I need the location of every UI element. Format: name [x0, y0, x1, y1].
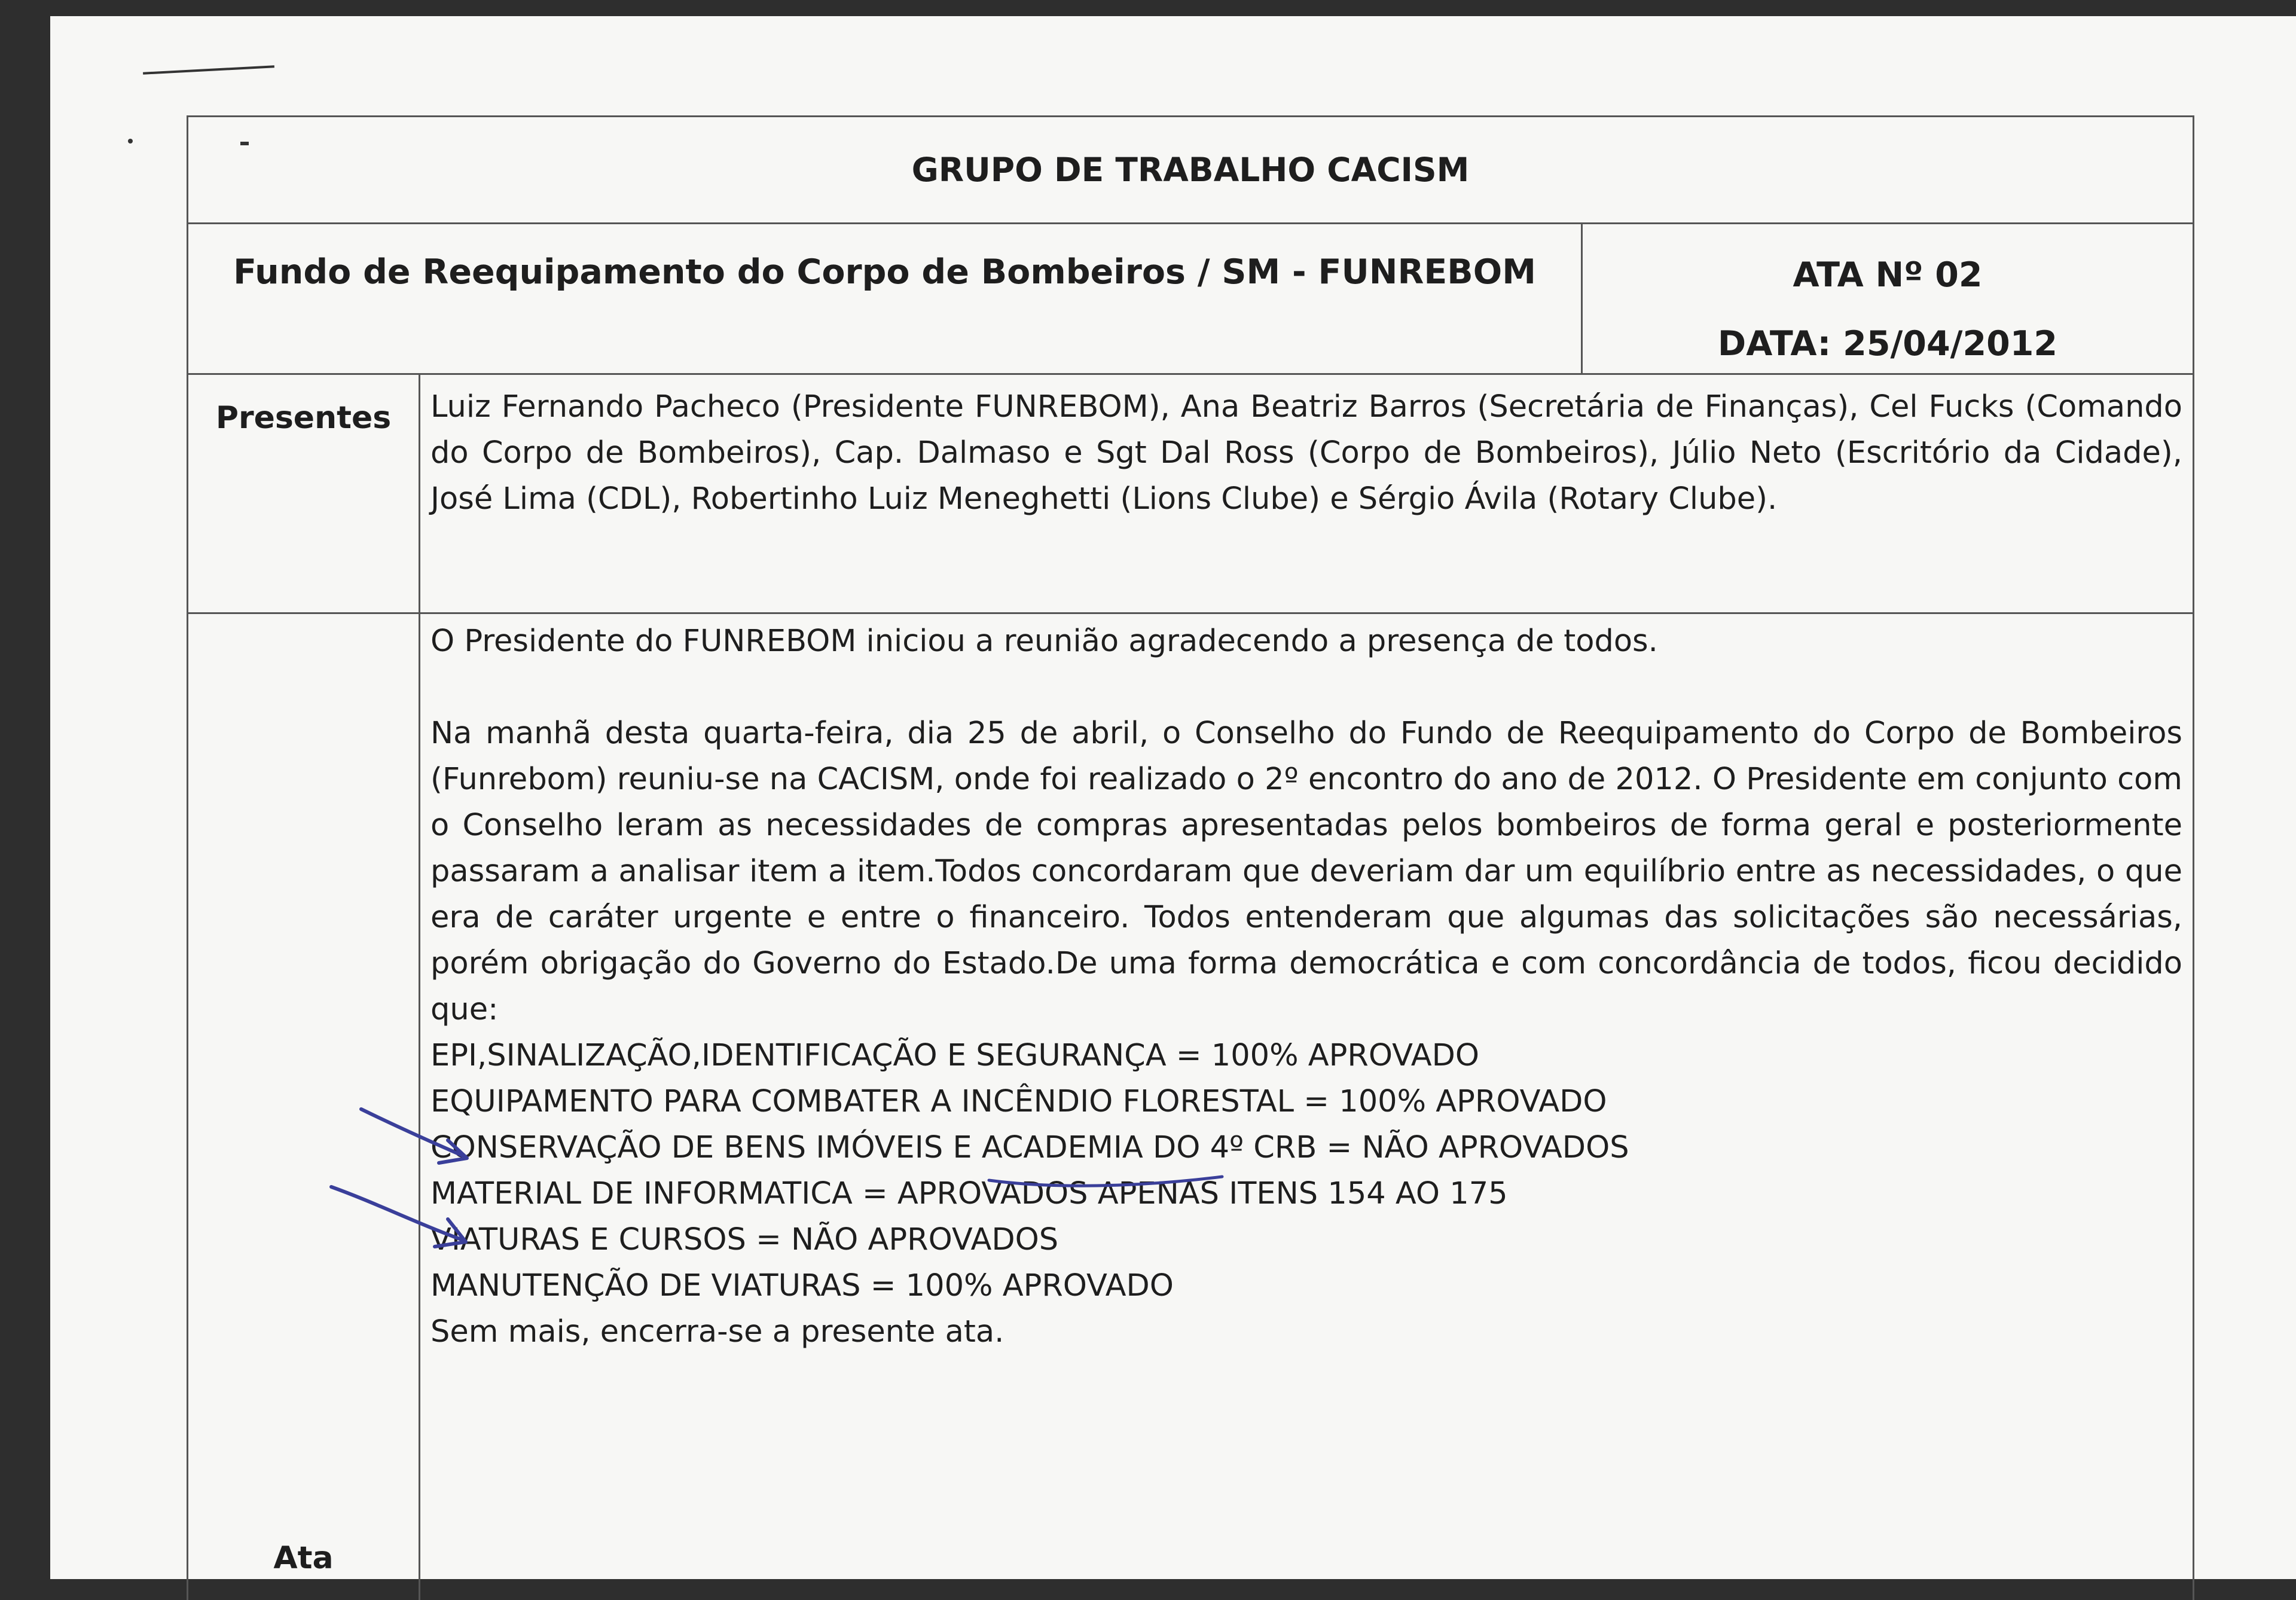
- pen-stroke-mark: [143, 65, 274, 75]
- decision-item: EPI,SINALIZAÇÃO,IDENTIFICAÇÃO E SEGURANÇA = 100% APROVADO: [430, 1038, 1480, 1073]
- presentes-row: [188, 373, 2193, 614]
- decision-item: CONSERVAÇÃO DE BENS IMÓVEIS E ACADEMIA DO 4º CRB = NÃO APROVADOS: [430, 1130, 1629, 1165]
- fund-name: Fundo de Reequipamento do Corpo de Bombeiros / SM - FUNREBOM: [188, 222, 1583, 373]
- scanned-page: [50, 16, 2296, 1579]
- ata-label: Ata: [273, 1540, 334, 1576]
- opening-paragraph: O Presidente do FUNREBOM iniciou a reunião agradecendo a presença de todos.: [430, 624, 1658, 659]
- ata-content-cell: [430, 612, 2182, 1600]
- attendees-list: Luiz Fernando Pacheco (Presidente FUNREBOM), Ana Beatriz Barros (Secretária de Finanças), Cel Fucks (Comando do Corpo de Bombeiros), Cap. Dalmaso e Sgt Dal Ross (Corpo de Bombeiros), Júlio Neto (Escritório da Cidade), José Lima (CDL), Robertinho Luiz Meneghetti (Lions Clube) e Sérgio Ávila (Rotary Clube).: [430, 389, 2182, 517]
- ata-info: [1584, 222, 2191, 373]
- body-paragraph: Na manhã desta quarta-feira, dia 25 de abril, o Conselho do Fundo de Reequipamento do Corpo de Bombeiros (Funrebom) reuniu-se na CACISM, onde foi realizado o 2º encontro do ano de 2012. O Presidente em conjunto com o Conselho leram as necessidades de compras apresentadas pelos bombeiros de forma geral e posteriormente passaram a analisar item a item.Todos concordaram que deveriam dar um equilíbrio entre as necessidades, o que era de caráter urgente e entre o financeiro. Todos entenderam que algumas das solicitações são necessárias, porém obrigação do Governo do Estado.De uma forma democrática e com concordância de todos, ficou decidido que:: [430, 716, 2182, 1027]
- fund-header-row: [188, 222, 2193, 375]
- presentes-label-cell: [188, 373, 420, 612]
- presentes-label: Presentes: [215, 400, 392, 436]
- closing-line: Sem mais, encerra-se a presente ata.: [430, 1314, 1004, 1349]
- decision-item: VIATURAS E CURSOS = NÃO APROVADOS: [430, 1222, 1059, 1257]
- dot-mark: [128, 139, 133, 143]
- decision-item: MATERIAL DE INFORMATICA = APROVADOS APENAS ITENS 154 AO 175: [430, 1176, 1508, 1211]
- decision-item: MANUTENÇÃO DE VIATURAS = 100% APROVADO: [430, 1268, 1174, 1303]
- handwritten-arrow-icon: [328, 1182, 478, 1254]
- ata-number: ATA Nº 02: [1793, 255, 1983, 295]
- presentes-content-cell: [430, 373, 2182, 612]
- minutes-table: [187, 115, 2194, 1600]
- ata-row: [188, 612, 2193, 1600]
- decision-item: EQUIPAMENTO PARA COMBATER A INCÊNDIO FLORESTAL = 100% APROVADO: [430, 1084, 1607, 1119]
- handwritten-underline-icon: [986, 1173, 1225, 1191]
- group-title: GRUPO DE TRABALHO CACISM: [188, 117, 2193, 224]
- ata-date: DATA: 25/04/2012: [1717, 324, 2058, 364]
- ata-text: [430, 618, 2182, 1355]
- handwritten-arrow-icon: [358, 1104, 478, 1170]
